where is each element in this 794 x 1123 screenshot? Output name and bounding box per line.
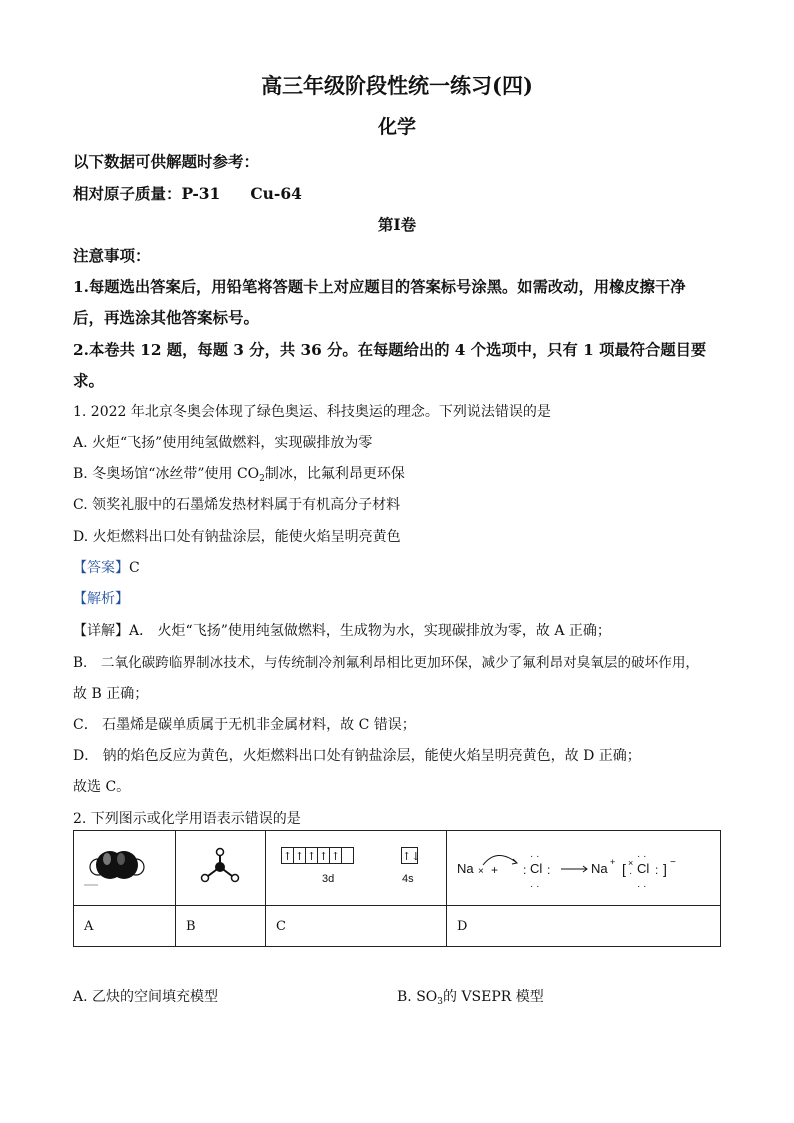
notice-2-line-2: 求。 bbox=[73, 371, 105, 390]
cell-d-electron-formula bbox=[447, 831, 721, 906]
q1-detail-c: C． 石墨烯是碳单质属于无机非金属材料，故 C 错误； bbox=[73, 717, 416, 733]
so3-vsepr-model bbox=[176, 831, 264, 901]
svg-text:· ·: · · bbox=[637, 881, 647, 892]
volume-heading: 第Ⅰ卷 bbox=[377, 215, 417, 234]
detail-tag: 【详解】 bbox=[73, 623, 129, 639]
cell-b-image bbox=[176, 831, 266, 906]
q2-option-a: A. 乙炔的空间填充模型 bbox=[73, 989, 219, 1005]
label-d: D bbox=[447, 906, 721, 947]
orbital-box: ↑ bbox=[329, 847, 342, 864]
notice-1-line-1: 1.每题选出答案后，用铅笔将答题卡上对应题目的答案标号涂黑。如需改动，用橡皮擦干净 bbox=[73, 278, 686, 296]
atomic-masses-label: 相对原子质量： bbox=[73, 184, 182, 203]
svg-text::: : bbox=[523, 863, 527, 877]
na-atom-symbol: Na bbox=[457, 861, 474, 876]
q1-option-d: D. 火炬燃料出口处有钠盐涂层，能使火焰呈明亮黄色 bbox=[73, 529, 401, 545]
q1-detail-a: 【详解】A． 火炬“飞扬”使用纯氢做燃料，生成物为水，实现碳排放为零，故 A 正确； bbox=[73, 623, 611, 639]
mass-cu: Cu-64 bbox=[250, 184, 302, 203]
q1-option-b: B. 冬奥场馆“冰丝带”使用 $CO_2$制冰，比氟利昂更环保 bbox=[73, 466, 405, 484]
orbital-box: ↑ bbox=[281, 847, 294, 864]
label-c: C bbox=[266, 906, 447, 947]
electron-x-mark: × bbox=[478, 866, 484, 877]
subject-title: 化学 bbox=[377, 116, 416, 138]
svg-text:[: [ bbox=[622, 861, 626, 877]
svg-text:−: − bbox=[670, 857, 676, 868]
mass-p: P-31 bbox=[181, 184, 221, 203]
orbital-box bbox=[341, 847, 354, 864]
orbital-box: ↑ bbox=[305, 847, 318, 864]
na-ion-charge: + bbox=[610, 857, 616, 867]
svg-text:·: · bbox=[629, 868, 633, 879]
label-a: A bbox=[74, 906, 176, 947]
reference-intro: 以下数据可供解题时参考： bbox=[73, 152, 260, 171]
orbital-box: ↑ bbox=[317, 847, 330, 864]
q1-stem: 1. 2022 年北京冬奥会体现了绿色奥运、科技奥运的理念。下列说法错误的是 bbox=[73, 404, 551, 420]
cl-atom-symbol: Cl bbox=[530, 861, 543, 876]
q1-option-c: C. 领奖礼服中的石墨烯发热材料属于有机高分子材料 bbox=[73, 497, 401, 513]
svg-text:]: ] bbox=[663, 861, 667, 877]
ionic-bond-formation-diagram bbox=[447, 833, 723, 903]
chloride-ion-symbol: Cl bbox=[637, 861, 650, 876]
q1-answer bbox=[73, 557, 140, 577]
acetylene-space-filling-model bbox=[74, 831, 174, 901]
orbital-box: ↑↓ bbox=[401, 847, 418, 864]
atomic-masses bbox=[73, 182, 302, 204]
answer-value: C bbox=[129, 560, 140, 576]
orbital-box: ↑ bbox=[293, 847, 306, 864]
orbital-3d-label: 3d bbox=[322, 873, 335, 885]
cell-c-orbital-diagram bbox=[266, 831, 447, 906]
svg-text::: : bbox=[547, 863, 551, 877]
notice-2-line-1: 2.本卷共 12 题，每题 3 分，共 36 分。在每题给出的 4 个选项中，只有 1 项最符合题目要 bbox=[73, 341, 707, 359]
q1-option-a: A. 火炬“飞扬”使用纯氢做燃料，实现碳排放为零 bbox=[73, 435, 373, 451]
notice-heading: 注意事项： bbox=[73, 246, 151, 265]
q2-stem: 2. 下列图示或化学用语表示错误的是 bbox=[73, 811, 301, 827]
na-ion-symbol: Na bbox=[591, 861, 608, 876]
page-title: 高三年级阶段性统一练习(四) bbox=[261, 73, 533, 98]
cell-a-image bbox=[74, 831, 176, 906]
svg-text:×: × bbox=[628, 858, 634, 868]
answer-tag: 【答案】 bbox=[73, 560, 129, 576]
svg-text:· ·: · · bbox=[637, 851, 647, 862]
notice-1-line-2: 后，再选涂其他答案标号。 bbox=[73, 308, 260, 327]
svg-text::: : bbox=[655, 863, 659, 877]
svg-text:· ·: · · bbox=[530, 851, 540, 862]
q1-detail-d: D． 钠的焰色反应为黄色，火炬燃料出口处有钠盐涂层，能使火焰呈明亮黄色，故 D 正确； bbox=[73, 748, 641, 764]
svg-text:+: + bbox=[491, 863, 499, 877]
electron-transfer-arrow bbox=[483, 855, 517, 865]
q1-detail-b-line-2: 故 B 正确； bbox=[73, 686, 149, 702]
orbital-4s-label: 4s bbox=[402, 873, 414, 885]
q1-conclusion: 故选 C。 bbox=[73, 779, 131, 795]
label-b: B bbox=[176, 906, 266, 947]
svg-text:· ·: · · bbox=[530, 881, 540, 892]
orbital-4s-box bbox=[401, 847, 421, 864]
q1-detail-b-line-1: B． 二氧化碳跨临界制冰技术，与传统制冷剂氟利昂相比更加环保，减少了氟利昂对臭氧层的破坏作用， bbox=[73, 655, 700, 671]
orbital-3d-boxes bbox=[281, 847, 353, 864]
analysis-tag: 【解析】 bbox=[73, 591, 129, 607]
q2-options-table bbox=[73, 830, 721, 947]
q2-option-b: B. $SO_3$的 VSEPR 模型 bbox=[397, 989, 544, 1007]
